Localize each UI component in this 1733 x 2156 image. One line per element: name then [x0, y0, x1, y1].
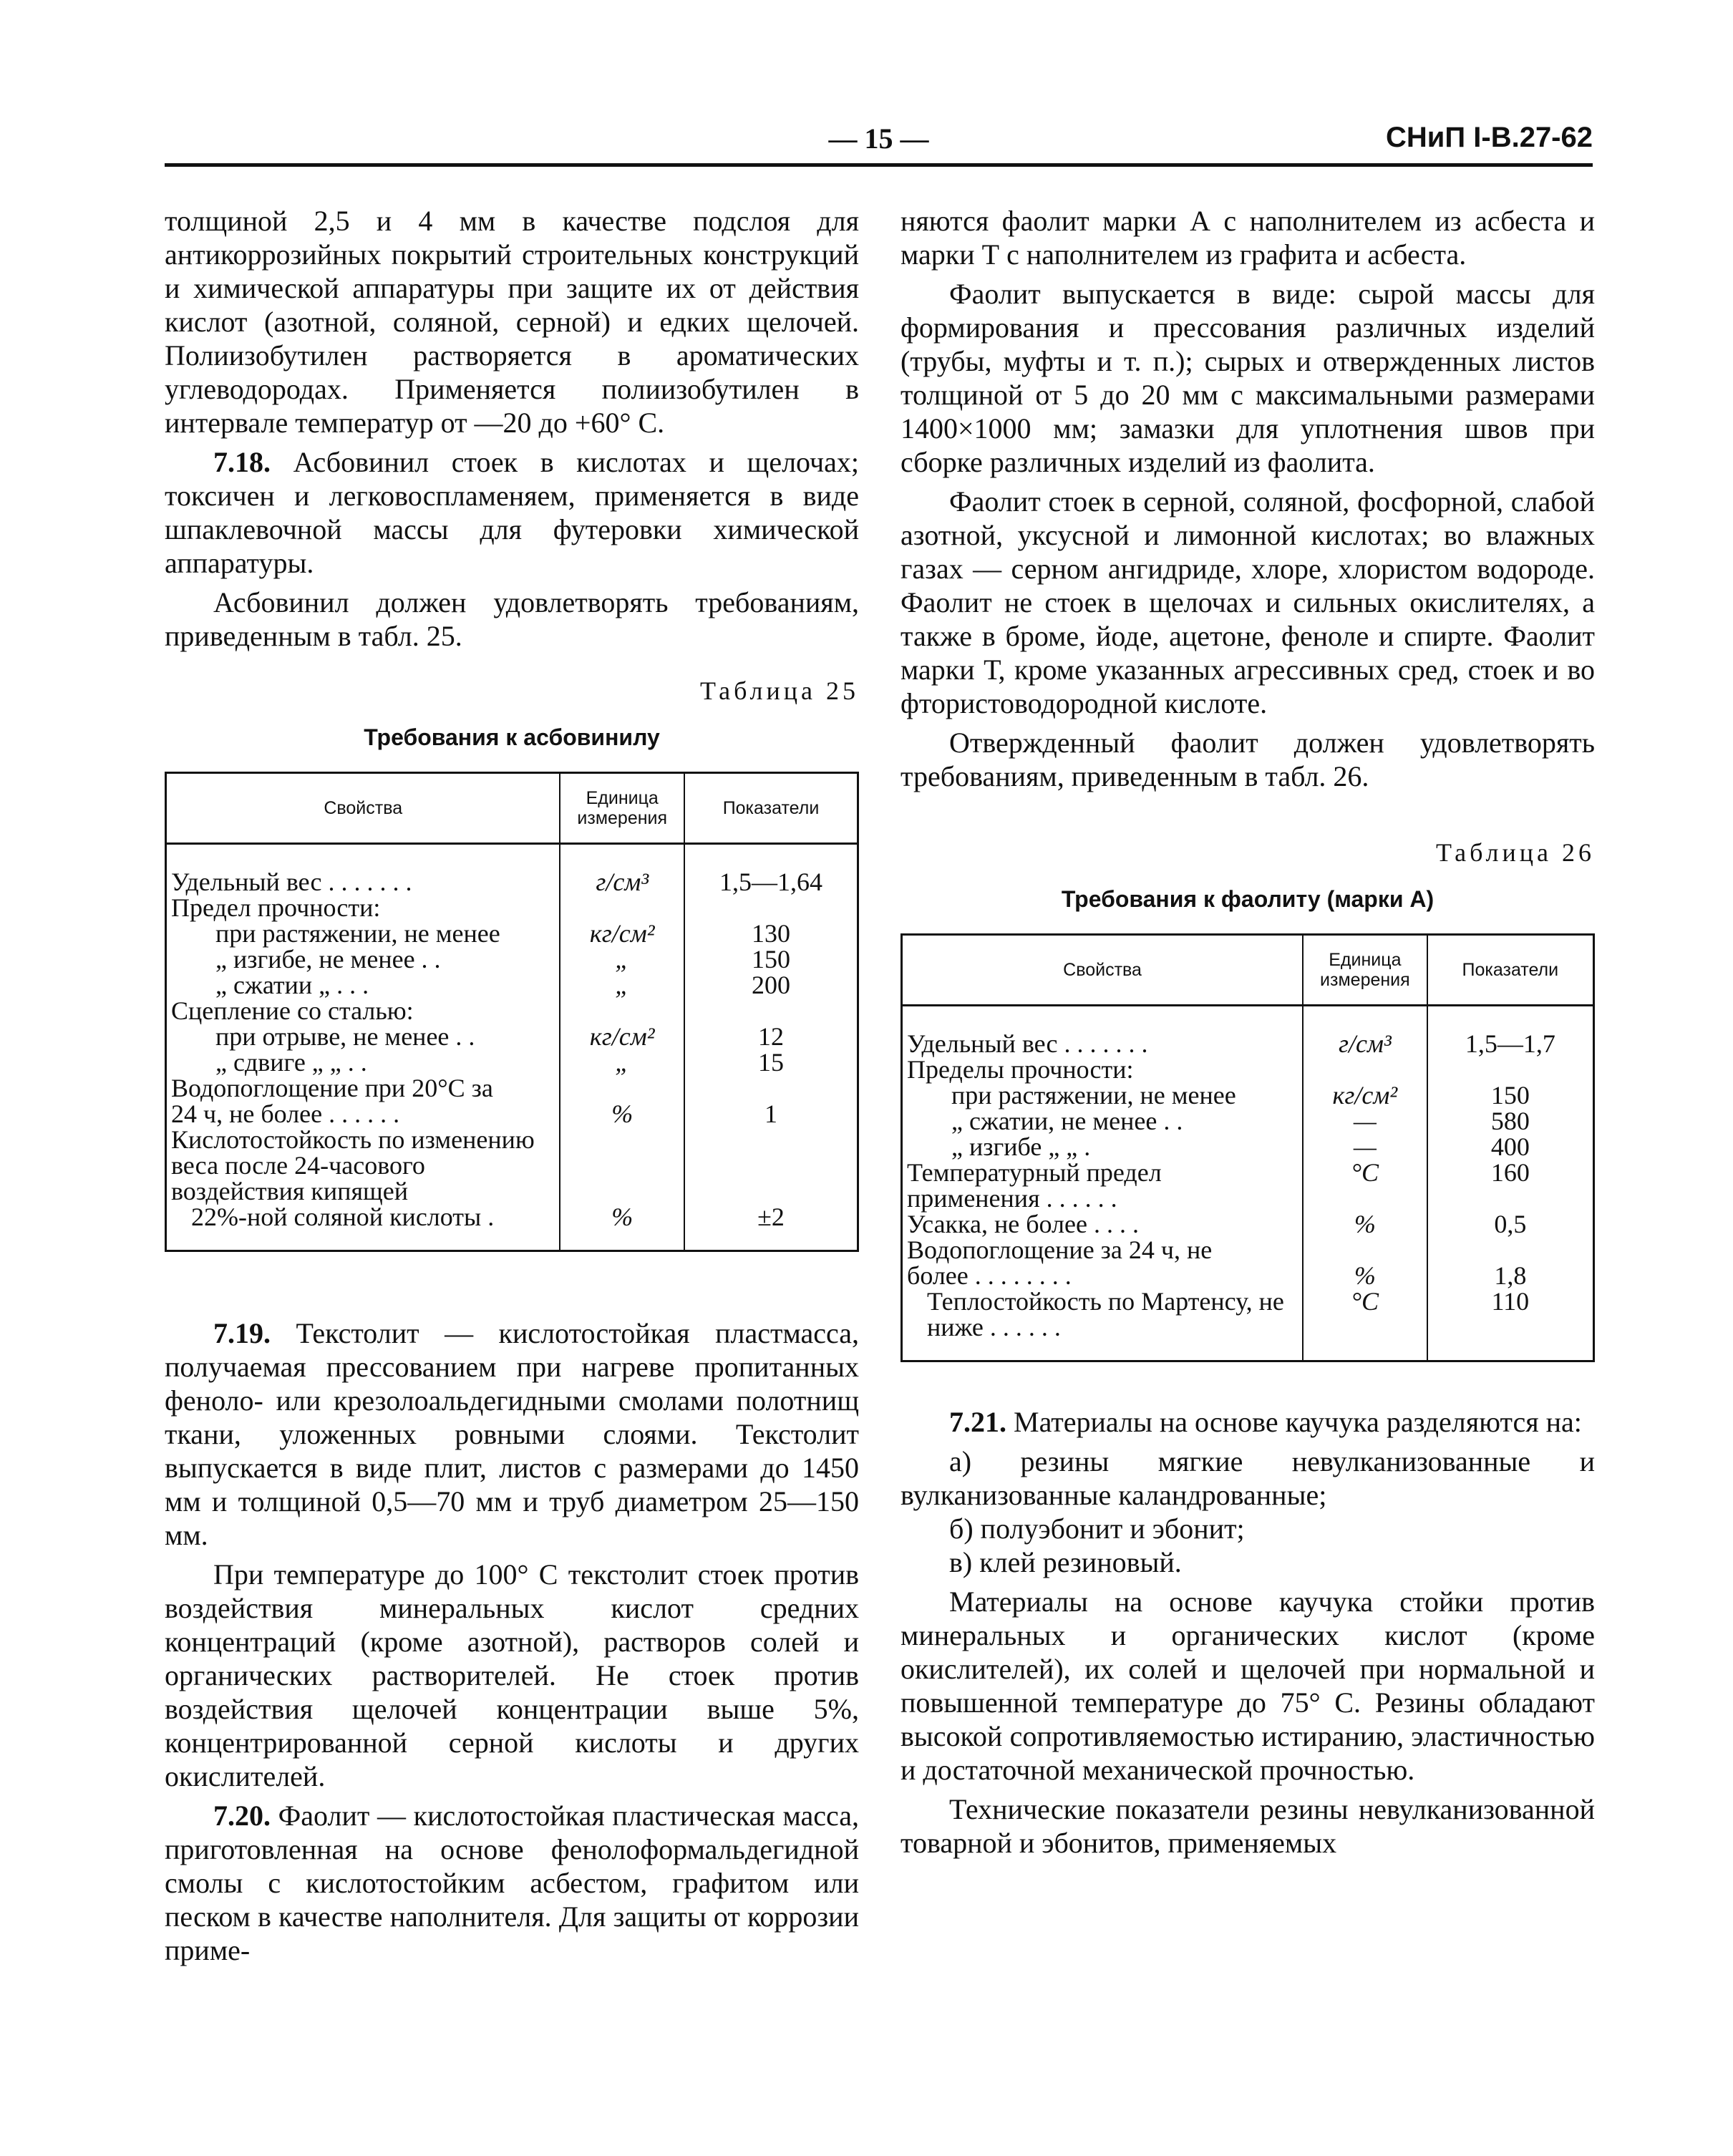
table-26-caption: Таблица 26	[1436, 838, 1595, 867]
table-row	[903, 1082, 1593, 1108]
section-7-20	[165, 1799, 859, 1967]
unit-cell: %	[560, 1204, 684, 1251]
list-item: в) клей резиновый.	[949, 1546, 1182, 1578]
property-cell: при отрыве, не менее . .	[215, 1022, 475, 1051]
value-cell: 1,8	[1427, 1263, 1593, 1288]
section-number: 7.19.	[213, 1317, 271, 1349]
value-cell: 0,5	[1427, 1211, 1593, 1237]
header-rule	[165, 163, 1593, 167]
unit-cell: кг/см²	[560, 1024, 684, 1049]
table-row	[167, 1204, 857, 1251]
table-header: Свойства	[903, 935, 1303, 1006]
property-cell: „ сдвиге „ „ . .	[215, 1048, 367, 1077]
value-cell: 1,5—1,64	[684, 844, 857, 895]
unit-cell	[1303, 1057, 1427, 1082]
property-cell: 24 ч, не более . . . . . .	[171, 1099, 400, 1128]
property-cell: Кислотостойкость по изменению веса после 24-часового воздействия кипящей	[171, 1125, 535, 1205]
section-7-18	[165, 445, 859, 580]
value-cell: 160	[1427, 1160, 1593, 1211]
unit-cell	[560, 895, 684, 921]
property-cell: Усакка, не более . . . .	[907, 1210, 1139, 1238]
value-cell	[1427, 1057, 1593, 1082]
value-cell: 150	[684, 946, 857, 972]
value-cell	[1427, 1237, 1593, 1263]
property-cell: Предел прочности:	[171, 893, 381, 922]
table-26-title: Требования к фаолиту (марки А)	[1061, 886, 1435, 912]
section-text: Материалы на основе каучука разделяются на:	[1006, 1406, 1582, 1438]
paragraph: няются фаолит марки А с наполнителем из асбеста и марки Т с наполнителем из графита и асбеста.	[901, 205, 1595, 271]
table-row	[167, 1127, 857, 1204]
table-row	[903, 1211, 1593, 1237]
list-item: а) резины мягкие невулканизованные и вулканизованные каландрованные;	[901, 1445, 1595, 1511]
section-text: Фаолит — кислотостойкая пластическая масса, приготовленная на основе фенолоформальдегидной смолы с кислотостойким асбестом, графитом или песком в качестве наполнителя. Для защиты от коррозии приме-	[165, 1800, 859, 1966]
unit-cell: °С	[1303, 1288, 1427, 1361]
table-25-grid	[167, 772, 857, 1252]
table-header: Показатели	[684, 773, 857, 844]
paragraph: толщиной 2,5 и 4 мм в качестве подслоя для антикоррозийных покрытий строительных конструкций и химической аппаратуры при защите их от действия кислот (азотной, соляной, серной) и едких щелочей. Полиизобутилен растворяется в ароматических углеводородах. Применяется полиизобутилен в интервале температур от —20 до +60° С.	[165, 205, 859, 439]
document-code: СНиП I-В.27-62	[1386, 122, 1593, 153]
table-25	[165, 772, 859, 1252]
property-cell: Удельный вес . . . . . . .	[171, 868, 412, 896]
unit-cell	[560, 1127, 684, 1204]
unit-cell: кг/см²	[560, 921, 684, 946]
table-row	[903, 1108, 1593, 1134]
table-row	[167, 844, 857, 895]
table-header: Единица измерения	[560, 773, 684, 844]
list-item: б) полуэбонит и эбонит;	[949, 1512, 1245, 1545]
property-cell: при растяжении, не менее	[951, 1081, 1236, 1109]
table-row	[903, 1134, 1593, 1160]
table-row	[167, 972, 857, 998]
unit-cell	[560, 1075, 684, 1101]
value-cell	[684, 998, 857, 1024]
table-row	[903, 1006, 1593, 1057]
section-number: 7.18.	[213, 446, 271, 478]
value-cell: 12	[684, 1024, 857, 1049]
value-cell	[684, 1075, 857, 1101]
table-row	[167, 946, 857, 972]
section-text: Текстолит — кислотостойкая пластмасса, получаемая прессованием при нагреве пропитанных феноло- или крезолоальдегидными смолами полотнищ ткани, уложенных ровными слоями. Текстолит выпускается в виде плит, листов с размерами до 1450 мм и толщиной 0,5—70 мм и труб диаметром 25—150 мм.	[165, 1317, 859, 1551]
table-row	[903, 1263, 1593, 1288]
table-26-grid	[903, 933, 1593, 1362]
property-cell: Температурный предел применения . . . . . .	[907, 1158, 1162, 1213]
property-cell: Сцепление со сталью:	[171, 996, 414, 1025]
property-cell: более . . . . . . . .	[907, 1261, 1072, 1290]
value-cell: 110	[1427, 1288, 1593, 1361]
unit-cell: г/см³	[1303, 1006, 1427, 1057]
table-row	[903, 1288, 1593, 1361]
property-cell: Пределы прочности:	[907, 1055, 1134, 1084]
table-row	[167, 895, 857, 921]
property-cell: 22%-ной соляной кислоты .	[167, 1204, 560, 1251]
property-cell: Водопоглощение при 20°С за	[171, 1074, 493, 1102]
table-row	[167, 921, 857, 946]
unit-cell: г/см³	[560, 844, 684, 895]
table-25-title: Требования к асбовинилу	[364, 724, 660, 750]
value-cell: 15	[684, 1049, 857, 1075]
unit-cell: „	[560, 972, 684, 998]
table-header: Единица измерения	[1303, 935, 1427, 1006]
page-number: — 15 —	[828, 122, 929, 155]
section-7-21	[901, 1405, 1595, 1439]
unit-cell: °С	[1303, 1160, 1427, 1211]
property-cell: Водопоглощение за 24 ч, не	[907, 1235, 1213, 1264]
paragraph: Отвержденный фаолит должен удовлетворять требованиям, приведенным в табл. 26.	[901, 727, 1595, 792]
paragraph: Асбовинил должен удовлетворять требованиям, приведенным в табл. 25.	[165, 586, 859, 652]
property-cell: „ сжатии „ . . .	[215, 971, 369, 999]
unit-cell	[1303, 1237, 1427, 1263]
value-cell: 580	[1427, 1108, 1593, 1134]
table-row	[903, 1237, 1593, 1263]
unit-cell: %	[1303, 1263, 1427, 1288]
unit-cell	[560, 998, 684, 1024]
table-25-caption: Таблица 25	[700, 676, 859, 705]
paragraph: Технические показатели резины невулканизованной товарной и эбонитов, применяемых	[901, 1793, 1595, 1859]
table-row	[167, 1049, 857, 1075]
value-cell	[684, 895, 857, 921]
table-row	[167, 998, 857, 1024]
section-text: Асбовинил стоек в кислотах и щелочах; токсичен и легковоспламеняем, применяется в виде шпаклевочной массы для футеровки химической аппаратуры.	[165, 446, 859, 579]
property-cell: при растяжении, не менее	[215, 919, 500, 948]
property-cell: „ сжатии, не менее . .	[951, 1107, 1183, 1135]
table-row	[903, 1160, 1593, 1211]
value-cell: ±2	[684, 1204, 857, 1251]
property-cell: Удельный вес . . . . . . .	[907, 1029, 1148, 1058]
unit-cell: %	[1303, 1211, 1427, 1237]
unit-cell: „	[560, 946, 684, 972]
unit-cell: %	[560, 1101, 684, 1127]
value-cell: 400	[1427, 1134, 1593, 1160]
value-cell: 1	[684, 1101, 857, 1127]
unit-cell: кг/см²	[1303, 1082, 1427, 1108]
table-header: Показатели	[1427, 935, 1593, 1006]
paragraph: Фаолит стоек в серной, соляной, фосфорной, слабой азотной, уксусной и лимонной кислотах; во влажных газах — серном ангидриде, хлоре, хлористом водороде. Фаолит не стоек в щелочах и сильных окислителях, а также в броме, йоде, ацетоне, феноле и спирте. Фаолит марки Т, кроме указанных агрессивных сред, стоек и во фтористоводородной кислоте.	[901, 485, 1595, 719]
page-header	[165, 122, 1593, 165]
table-row	[903, 1057, 1593, 1082]
paragraph: Материалы на основе каучука стойки против минеральных и органических кислот (кроме окислителей), их солей и щелочей при нормальной и повышенной температуре до 75° С. Резины обладают высокой сопротивляемостью истиранию, эластичностью и достаточной механической прочностью.	[901, 1586, 1595, 1786]
property-cell: „ изгибе „ „ .	[951, 1132, 1091, 1161]
value-cell	[684, 1127, 857, 1204]
value-cell: 130	[684, 921, 857, 946]
paragraph: При температуре до 100° С текстолит стоек против воздействия минеральных кислот средних концентраций (кроме азотной), растворов солей и органических растворителей. Не стоек против воздействия щелочей концентрации выше 5%, концентрированной серной кислоты и других окислителей.	[165, 1558, 859, 1792]
value-cell: 150	[1427, 1082, 1593, 1108]
section-number: 7.21.	[949, 1406, 1006, 1438]
unit-cell: „	[560, 1049, 684, 1075]
property-cell: „ изгибе, не менее . .	[215, 945, 441, 973]
section-number: 7.20.	[213, 1800, 271, 1832]
right-column	[901, 204, 1595, 1865]
left-column	[165, 204, 859, 1973]
table-26	[901, 933, 1595, 1362]
value-cell: 1,5—1,7	[1427, 1006, 1593, 1057]
unit-cell: —	[1303, 1108, 1427, 1134]
value-cell: 200	[684, 972, 857, 998]
property-cell: Теплостойкость по Мартенсу, не ниже . . . . . .	[903, 1288, 1303, 1361]
paragraph: Фаолит выпускается в виде: сырой массы для формирования и прессования различных изделий (трубы, муфты и т. п.); сырых и отвержденных листов толщиной от 5 до 20 мм с максимальными размерами 1400×1000 мм; замазки для уплотнения швов при сборке различных изделий из фаолита.	[901, 278, 1595, 478]
table-row	[167, 1024, 857, 1049]
table-header: Свойства	[167, 773, 560, 844]
table-row	[167, 1075, 857, 1101]
section-7-19	[165, 1316, 859, 1552]
unit-cell: —	[1303, 1134, 1427, 1160]
table-row	[167, 1101, 857, 1127]
